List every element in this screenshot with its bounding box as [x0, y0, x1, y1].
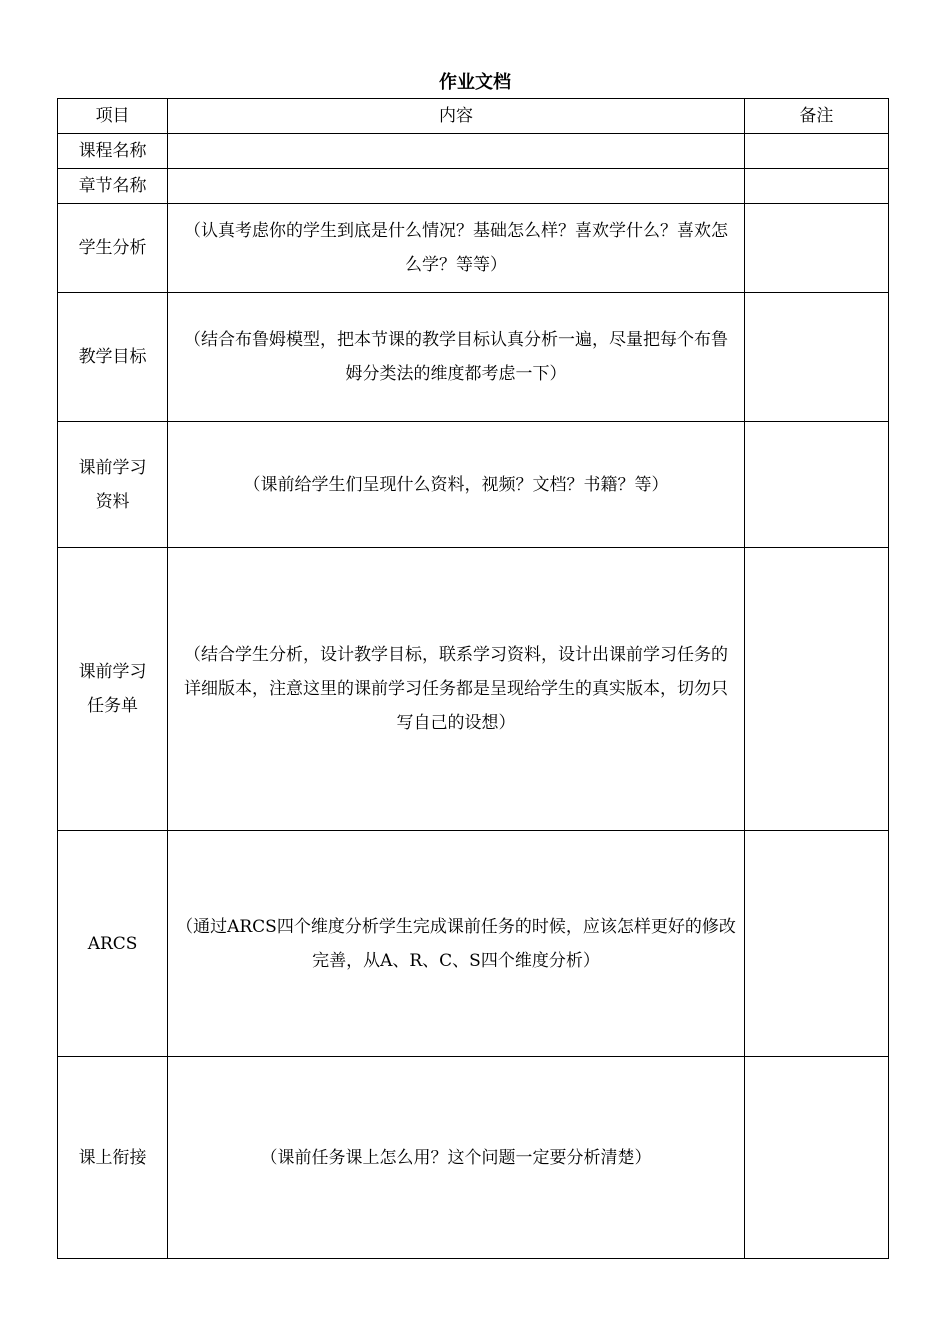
row-content-in-class-connection[interactable] — [168, 1057, 745, 1259]
table-row-chapter-name — [58, 169, 889, 204]
row-label-teaching-goals: 教学目标 — [58, 293, 168, 422]
row-note-chapter-name[interactable] — [744, 169, 888, 204]
row-note-course-name[interactable] — [744, 134, 888, 169]
table-row-preclass-task-sheet — [58, 548, 889, 831]
header-note: 备注 — [744, 99, 888, 134]
table-row-course-name — [58, 134, 889, 169]
table-row-in-class-connection — [58, 1057, 889, 1259]
row-label-course-name: 课程名称 — [58, 134, 168, 169]
document-title: 作业文档 — [439, 72, 511, 93]
table-row-arcs — [58, 831, 889, 1057]
header-item: 项目 — [58, 99, 168, 134]
student-analysis-text: （认真考虑你的学生到底是什么情况？基础怎么样？喜欢学什么？喜欢怎么学？等等） — [183, 221, 728, 275]
row-label-arcs: ARCS — [58, 831, 168, 1057]
table-row-preclass-materials — [58, 422, 889, 548]
preclass-task-sheet-label: 课前学习任务单 — [78, 662, 147, 716]
table-row-student-analysis — [58, 204, 889, 293]
header-row — [58, 99, 889, 134]
arcs-text: （通过ARCS四个维度分析学生完成课前任务的时候，应该怎样更好的修改完善，从A、R、C、S四个维度分析） — [176, 916, 736, 971]
row-note-teaching-goals[interactable] — [744, 293, 888, 422]
row-content-chapter-name[interactable] — [168, 169, 745, 204]
row-content-course-name[interactable] — [168, 134, 745, 169]
teaching-goals-text: （结合布鲁姆模型，把本节课的教学目标认真分析一遍，尽量把每个布鲁姆分类法的维度都考虑一下） — [183, 330, 728, 384]
row-content-teaching-goals[interactable] — [168, 293, 745, 422]
row-label-in-class-connection: 课上衔接 — [58, 1057, 168, 1259]
homework-form-table — [57, 98, 889, 1259]
row-note-arcs[interactable] — [744, 831, 888, 1057]
row-note-in-class-connection[interactable] — [744, 1057, 888, 1259]
row-label-preclass-materials — [58, 422, 168, 548]
row-note-preclass-task-sheet[interactable] — [744, 548, 888, 831]
preclass-materials-text: （课前给学生们呈现什么资料，视频？文档？书籍？等） — [243, 474, 669, 495]
row-note-preclass-materials[interactable] — [744, 422, 888, 548]
row-content-arcs[interactable] — [168, 831, 745, 1057]
preclass-materials-label: 课前学习资料 — [78, 457, 147, 512]
header-content: 内容 — [168, 99, 745, 134]
row-content-preclass-task-sheet[interactable] — [168, 548, 745, 831]
row-label-preclass-task-sheet — [58, 548, 168, 831]
row-content-preclass-materials[interactable] — [168, 422, 745, 548]
row-label-chapter-name: 章节名称 — [58, 169, 168, 204]
row-label-student-analysis: 学生分析 — [58, 204, 168, 293]
in-class-connection-text: （课前任务课上怎么用？这个问题一定要分析清楚） — [260, 1147, 652, 1168]
row-content-student-analysis[interactable] — [168, 204, 745, 293]
table-row-teaching-goals — [58, 293, 889, 422]
row-note-student-analysis[interactable] — [744, 204, 888, 293]
preclass-task-sheet-text: （结合学生分析，设计教学目标，联系学习资料，设计出课前学习任务的详细版本，注意这里的课前学习任务都是呈现给学生的真实版本，切勿只写自己的设想） — [183, 645, 728, 733]
